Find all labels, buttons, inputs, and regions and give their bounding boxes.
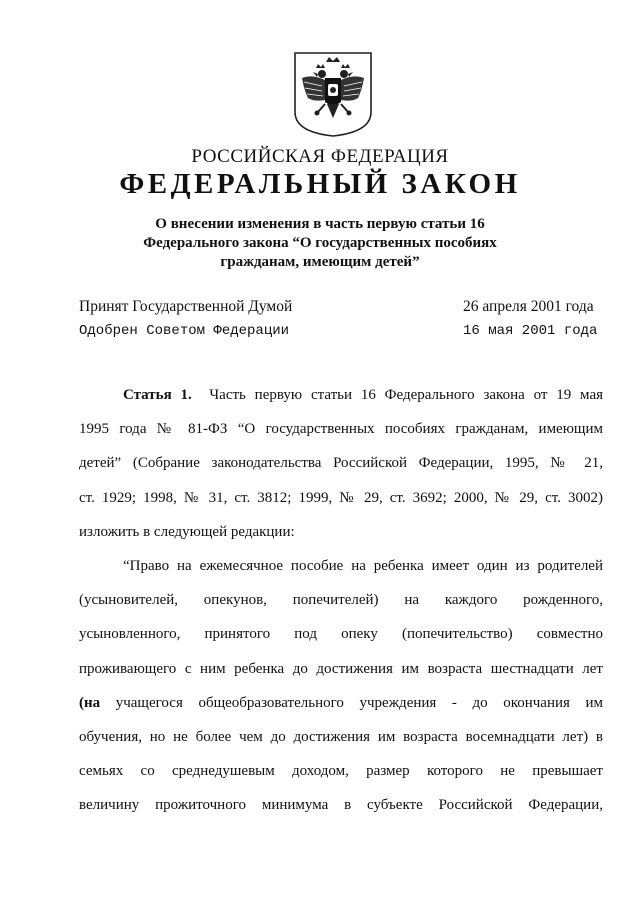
bold-prefix: (на	[79, 694, 101, 711]
subtitle-line: гражданам, имеющим детей”	[220, 254, 420, 270]
approved-label: Одобрен Советом Федерации	[79, 323, 290, 339]
article-line: величину прожиточного минимума в субъекте Российской Федерации,	[79, 797, 603, 814]
document-type-title: ФЕДЕРАЛЬНЫЙ ЗАКОН	[119, 168, 521, 200]
approved-row	[79, 323, 599, 343]
article-line: (усыновителей, опекунов, попечителей) на каждого рожденного,	[79, 592, 603, 609]
article-text: Часть первую статьи 16 Федерального закона от 19 мая	[209, 387, 604, 403]
subtitle-line: Федерального закона “О государственных пособиях	[143, 235, 497, 251]
article-heading: Статья 1.	[123, 387, 192, 403]
double-headed-eagle-icon	[292, 50, 374, 138]
article-line: изложить в следующей редакции:	[79, 523, 295, 540]
law-subtitle	[0, 215, 640, 272]
subtitle-line: О внесении изменения в часть первую статьи 16	[155, 216, 485, 232]
country-name: РОССИЙСКАЯ ФЕДЕРАЦИЯ	[191, 146, 449, 167]
article-line: обучения, но не более чем до достижения им возраста восемнадцати лет) в	[79, 728, 603, 745]
article-line: “Право на ежемесячное пособие на ребенка имеет один из родителей	[123, 557, 603, 574]
article-text: учащегося общеобразовательного учреждения - до окончания им	[115, 694, 604, 711]
article-line: усыновленного, принятого под опеку (попечительство) совместно	[79, 626, 603, 643]
adopted-row	[79, 298, 599, 318]
coat-of-arms-emblem	[292, 50, 374, 138]
adopted-date: 26 апреля 2001 года	[463, 298, 594, 315]
article-line: детей” (Собрание законодательства Российской Федерации, 1995, № 21,	[79, 455, 603, 472]
article-line: семьях со среднедушевым доходом, размер которого не превышает	[79, 763, 603, 780]
article-line: 1995 года № 81-ФЗ “О государственных пособиях гражданам, имеющим	[79, 421, 603, 438]
article-body	[79, 378, 603, 822]
article-line	[79, 378, 603, 412]
article-line	[79, 686, 603, 720]
article-line: ст. 1929; 1998, № 31, ст. 3812; 1999, № 29, ст. 3692; 2000, № 29, ст. 3002)	[79, 489, 603, 506]
adopted-label: Принят Государственной Думой	[79, 298, 293, 315]
approved-date: 16 мая 2001 года	[463, 323, 598, 339]
article-line: проживающего с ним ребенка до достижения им возраста шестнадцати лет	[79, 660, 603, 677]
